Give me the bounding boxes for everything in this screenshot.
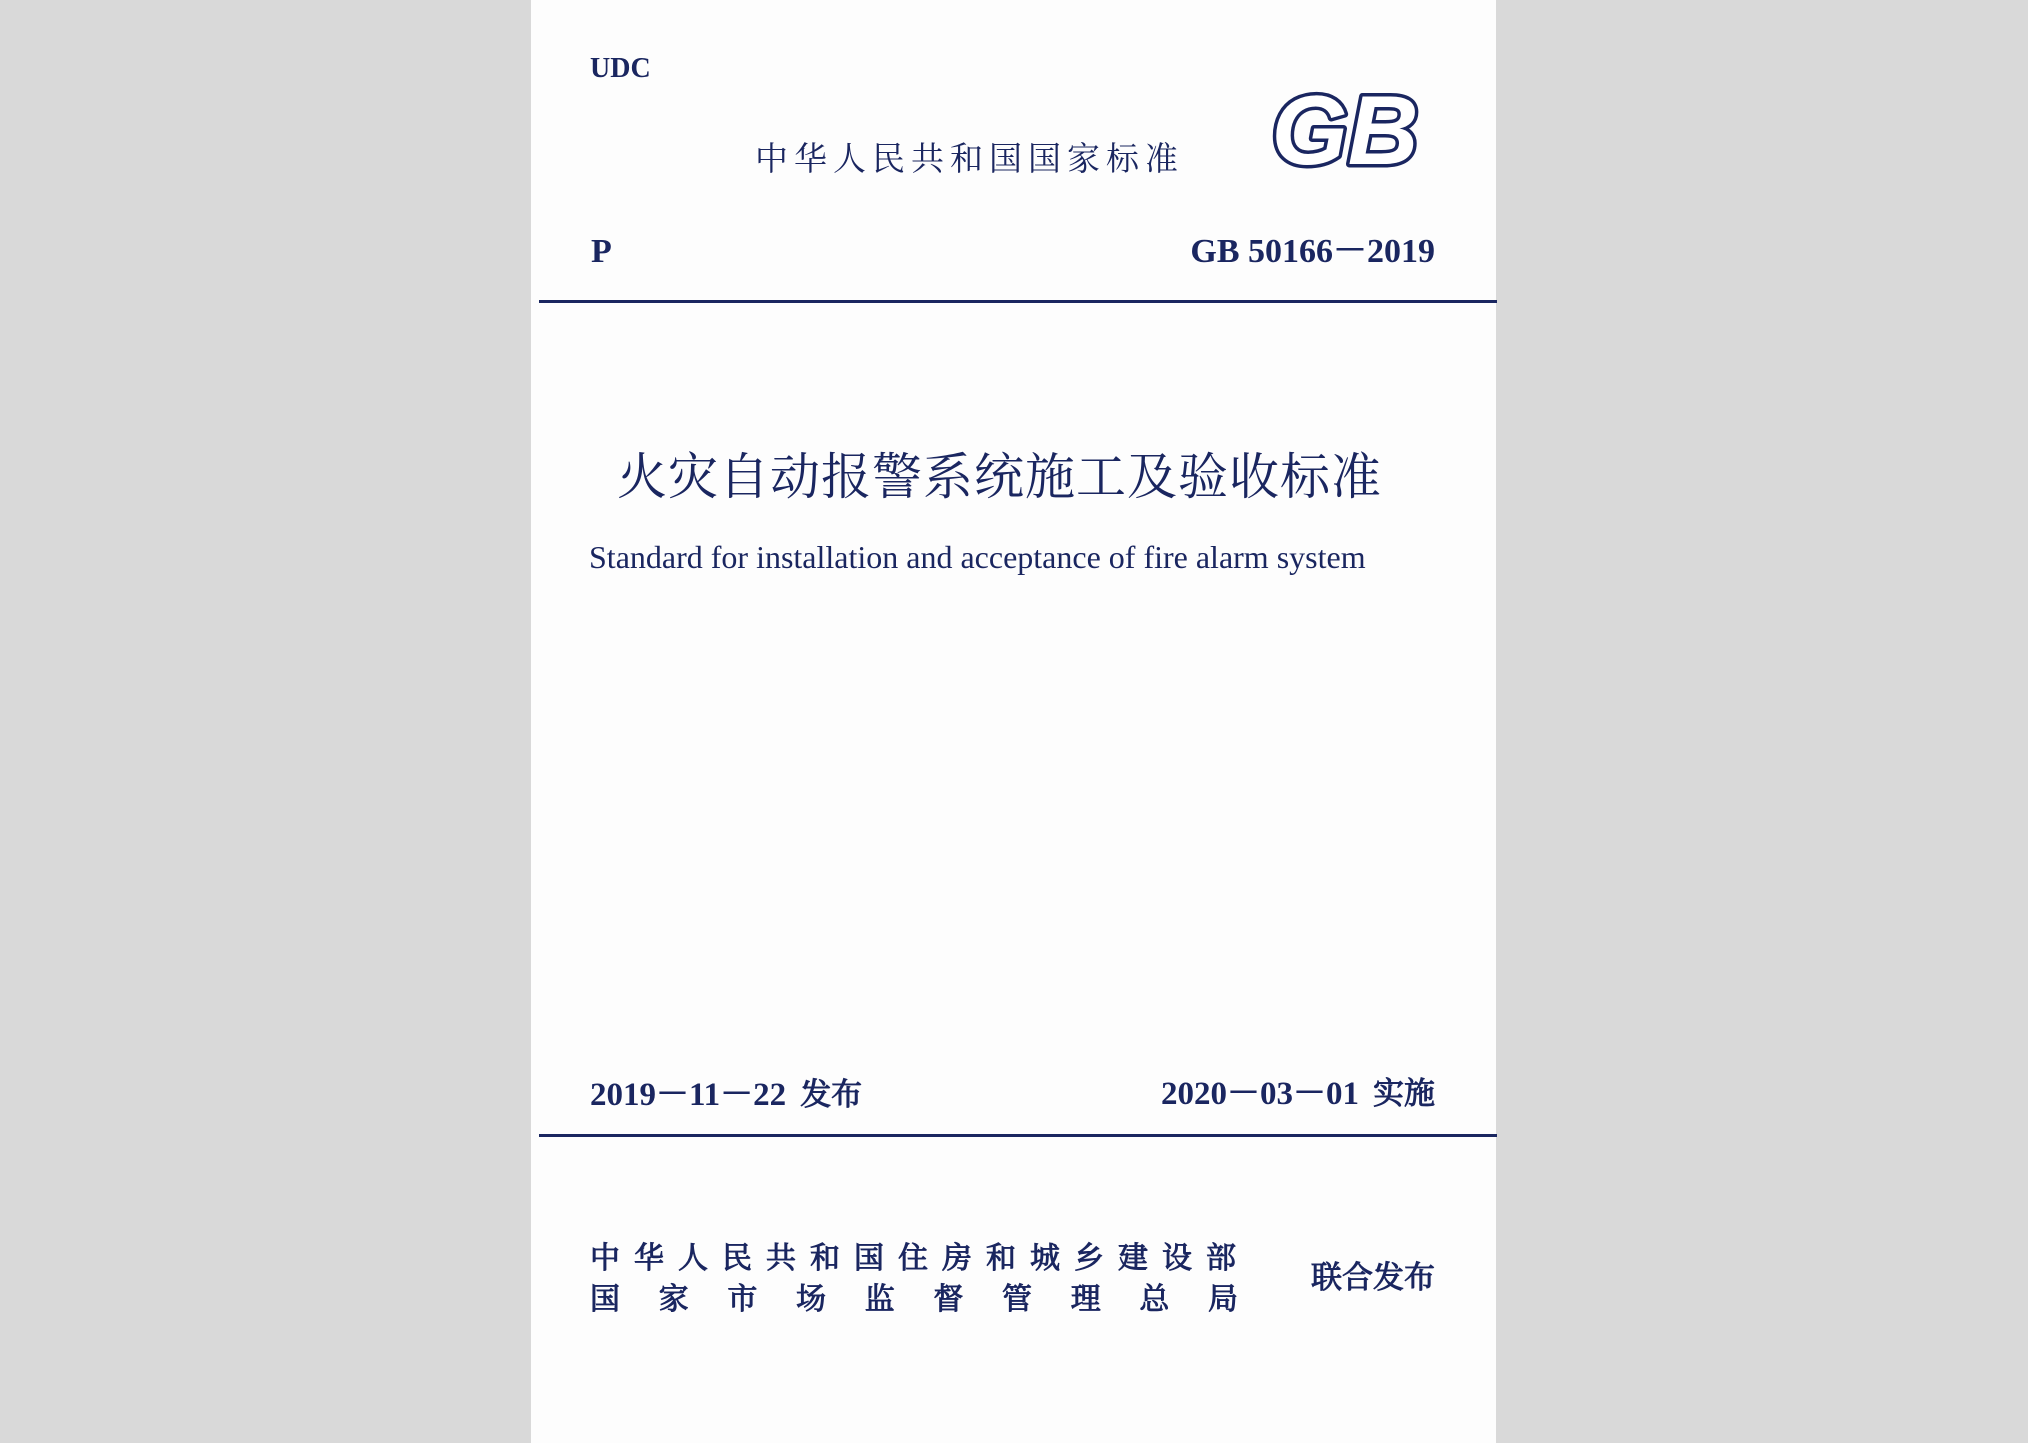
issuer-char: 场 (796, 1282, 841, 1317)
issue-label: 发布 (800, 1077, 863, 1113)
bottom-divider (539, 1134, 1497, 1137)
issuer-char: 监 (864, 1282, 909, 1317)
joint-issue-label: 联合发布 (1311, 1260, 1435, 1296)
category-code: P (591, 233, 612, 270)
gb-logo (1260, 84, 1430, 178)
issuer-char: 理 (1070, 1282, 1115, 1317)
national-standard-heading: 中华人民共和国国家标准 (755, 139, 1184, 178)
implementation-date-block (1071, 1078, 1435, 1111)
issuer-char: 总 (1139, 1282, 1184, 1317)
issue-date-block (590, 1079, 862, 1112)
issuer-char: 市 (727, 1282, 772, 1317)
issue-date: 2019－11－22 (590, 1077, 787, 1113)
issuer-char: 国 (590, 1282, 635, 1317)
title-english: Standard for installation and acceptance of fire alarm system (589, 539, 1366, 575)
top-divider (539, 300, 1497, 303)
implementation-date: 2020－03－01 (1161, 1076, 1359, 1112)
standard-number: GB 50166－2019 (1190, 233, 1435, 270)
implementation-label: 实施 (1373, 1076, 1435, 1112)
issuer-char: 督 (933, 1282, 978, 1317)
udc-label: UDC (590, 53, 651, 84)
issuer-ministry: 中华人民共和国住房和城乡建设部 (590, 1241, 1250, 1276)
standard-cover-page (531, 0, 1496, 1443)
gb-logo-text: GB (1271, 84, 1419, 178)
issuer-char: 局 (1208, 1282, 1239, 1317)
issuer-char: 家 (658, 1282, 703, 1317)
issuer-samr (590, 1282, 1239, 1317)
issuer-char: 管 (1002, 1282, 1047, 1317)
title-chinese: 火灾自动报警系统施工及验收标准 (617, 448, 1382, 506)
